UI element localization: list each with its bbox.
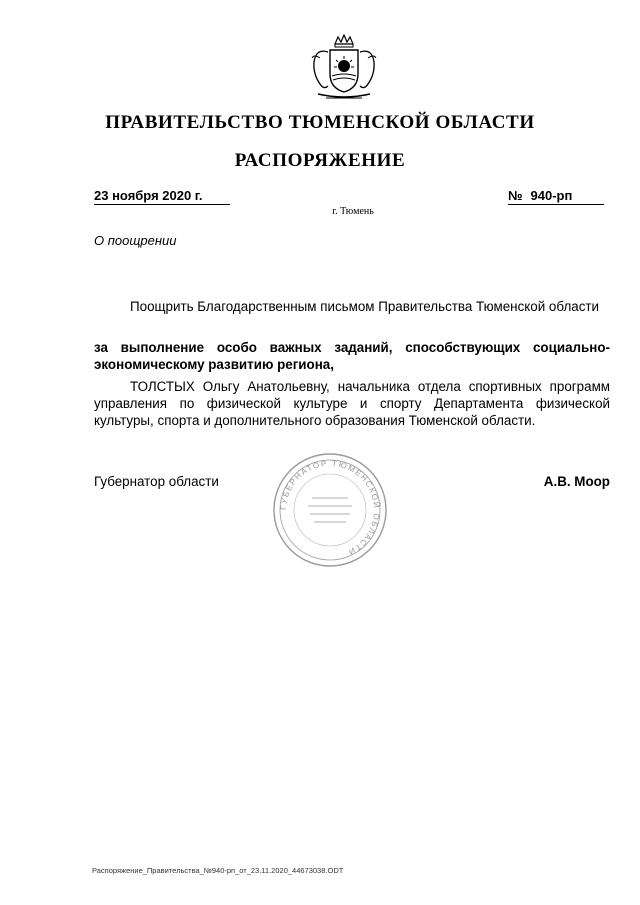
seal-text: ГУБЕРНАТОР ТЮМЕНСКОЙ ОБЛАСТИ: [278, 458, 382, 557]
body-paragraph-3: ТОЛСТЫХ Ольгу Анатольевну, начальника отдела спортивных программ управления по физической культуре и спорту Департамента физической культуры, спорта и дополнительного образования Тюменской области.: [94, 379, 610, 428]
document-date: 23 ноября 2020 г.: [94, 188, 230, 205]
document-subject: О поощрении: [94, 233, 177, 248]
number-sign: №: [508, 188, 523, 203]
signer-name: А.В. Моор: [543, 474, 610, 489]
government-title: ПРАВИТЕЛЬСТВО ТЮМЕНСКОЙ ОБЛАСТИ: [105, 112, 535, 133]
document-number: 940-рп: [530, 188, 573, 203]
document-kind: РАСПОРЯЖЕНИЕ: [234, 150, 406, 171]
official-seal-icon: [270, 450, 390, 570]
body-paragraph-2: за выполнение особо важных заданий, способствующих социально-экономическому развитию региона,: [94, 340, 610, 372]
signer-position: Губернатор области: [94, 474, 219, 489]
tyumen-coat-of-arms-icon: [308, 34, 380, 104]
footer-file-name: Распоряжение_Правительства_№940-рп_от_23.11.2020_44673038.ODT: [92, 866, 344, 875]
city-label: г. Тюмень: [332, 206, 374, 217]
document-number-field: [508, 188, 604, 205]
body-paragraph-1: Поощрить Благодарственным письмом Правительства Тюменской области: [130, 299, 600, 314]
